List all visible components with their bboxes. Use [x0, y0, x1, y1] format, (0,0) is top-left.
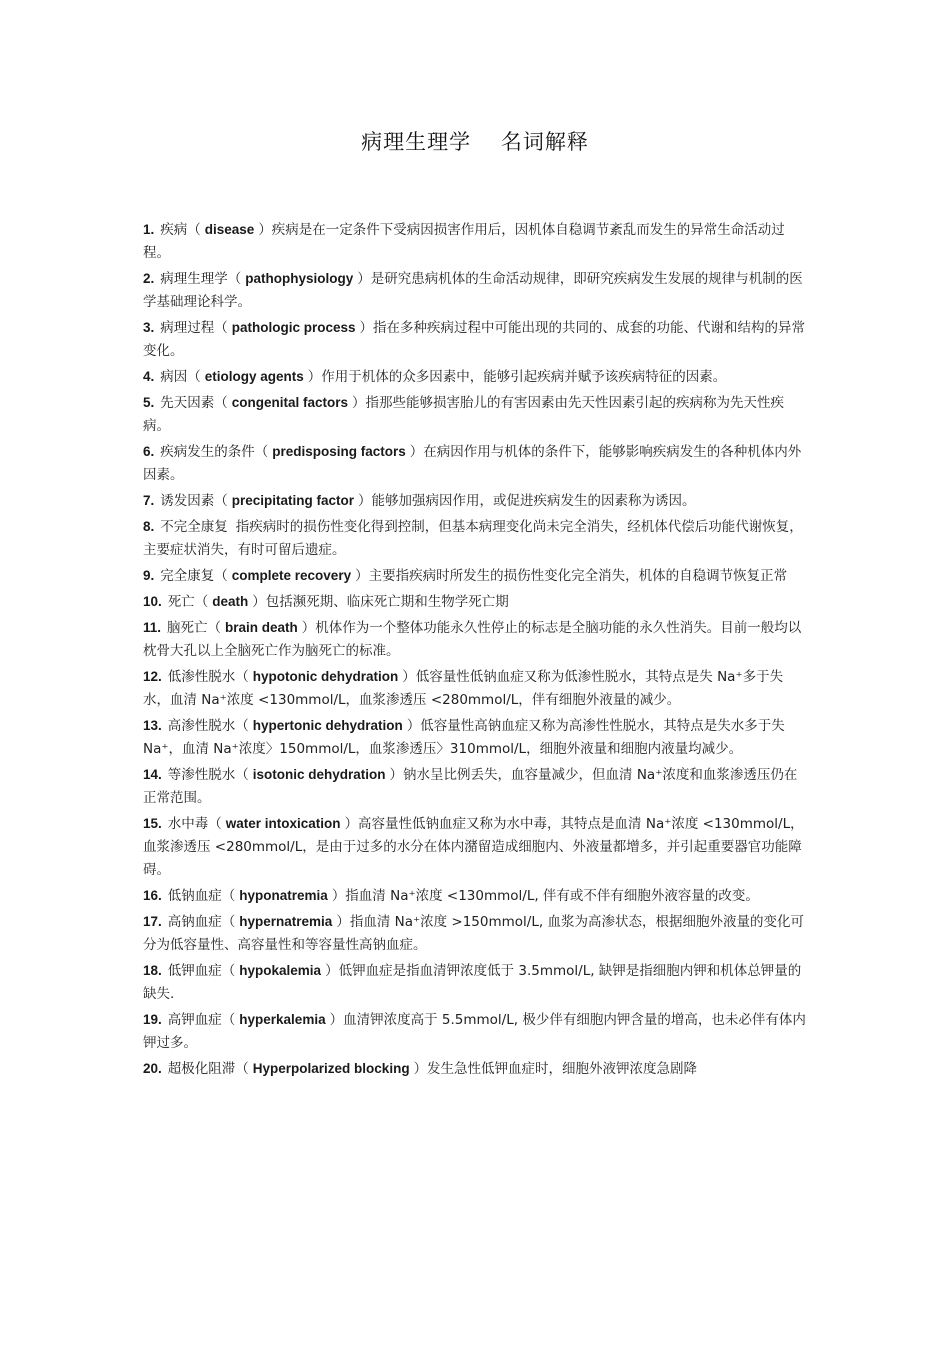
term-chinese: 超极化阻滞（: [167, 1061, 249, 1077]
term-entry: [143, 440, 808, 487]
term-definition: ）低钾血症是指血清钾浓度低于 3.5mmol/L, 缺钾是指细胞内钾和机体总钾量的缺失.: [143, 963, 802, 1002]
term-definition: ）指在多种疾病过程中可能出现的共同的、成套的功能、代谢和结构的异常变化。: [143, 320, 806, 359]
term-english: pathologic process: [231, 320, 356, 335]
term-number: 13.: [143, 718, 162, 733]
term-entry: [143, 515, 808, 562]
term-definition: ）血清钾浓度高于 5.5mmol/L, 极少伴有细胞内钾含量的增高，也未必伴有体内钾过多。: [143, 1012, 806, 1051]
term-english: water intoxication: [225, 816, 341, 831]
term-english: death: [212, 594, 249, 609]
term-chinese: 低钾血症（: [167, 963, 236, 979]
term-number: 9.: [143, 568, 155, 583]
term-definition: ）高容量性低钠血症又称为水中毒，其特点是血清 Na⁺浓度 <130mmol/L，血浆渗透压 <280mmol/L，是由于过多的水分在体内潴留造成细胞内、外液量都增多，并引起重要器官功能障碍。: [143, 816, 804, 878]
term-definition: ）包括濒死期、临床死亡期和生物学死亡期: [252, 594, 509, 610]
term-number: 18.: [143, 963, 162, 978]
term-definition: ）疾病是在一定条件下受病因损害作用后，因机体自稳调节紊乱而发生的异常生命活动过程。: [143, 222, 785, 261]
term-definition: ）发生急性低钾血症时，细胞外液钾浓度急剧降: [413, 1061, 698, 1077]
term-definition: ）指那些能够损害胎儿的有害因素由先天性因素引起的疾病称为先天性疾病。: [143, 395, 785, 434]
term-chinese: 病理过程（: [160, 320, 228, 336]
term-chinese: 高渗性脱水（: [167, 718, 249, 734]
term-definition: ）能够加强病因作用，或促进疾病发生的因素称为诱因。: [358, 493, 696, 509]
term-entry: [143, 763, 808, 810]
term-number: 17.: [143, 914, 162, 929]
term-english: isotonic dehydration: [252, 767, 386, 782]
term-definition: ）在病因作用与机体的条件下，能够影响疾病发生的各种机体内外因素。: [143, 444, 802, 483]
term-definition: ）低容量性高钠血症又称为高渗性性脱水，其特点是失水多于失 Na⁺，血清 Na⁺浓度〉150mmol/L，血浆渗透压〉310mmol/L，细胞外液量和细胞内液量均减少。: [143, 718, 785, 757]
term-number: 10.: [143, 594, 162, 609]
term-english: hyperkalemia: [239, 1012, 326, 1027]
term-chinese: 死亡（: [167, 594, 209, 610]
term-entry: [143, 1008, 808, 1055]
term-number: 14.: [143, 767, 162, 782]
term-entry: [143, 218, 808, 265]
term-english: pathophysiology: [245, 271, 354, 286]
term-definition: ）主要指疾病时所发生的损伤性变化完全消失，机体的自稳调节恢复正常: [355, 568, 788, 584]
term-english: Hyperpolarized blocking: [252, 1061, 410, 1076]
term-number: 16.: [143, 888, 162, 903]
term-english: complete recovery: [231, 568, 352, 583]
term-chinese: 诱发因素（: [160, 493, 228, 509]
term-definition: ）钠水呈比例丢失，血容量减少，但血清 Na⁺浓度和血浆渗透压仍在正常范围。: [143, 767, 798, 806]
term-chinese: 高钠血症（: [167, 914, 236, 930]
term-chinese: 低渗性脱水（: [167, 669, 249, 685]
term-english: hypertonic dehydration: [252, 718, 403, 733]
term-chinese: 疾病发生的条件（: [160, 444, 269, 460]
term-number: 1.: [143, 222, 155, 237]
term-definition: ）机体作为一个整体功能永久性停止的标志是全脑功能的永久性消失。目前一般均以枕骨大孔以上全脑死亡作为脑死亡的标准。: [143, 620, 802, 659]
term-entry: [143, 267, 808, 314]
term-definition: ）作用于机体的众多因素中，能够引起疾病并赋予该疾病特征的因素。: [307, 369, 727, 385]
term-english: precipitating factor: [231, 493, 355, 508]
term-english: brain death: [225, 620, 298, 635]
term-definition: ）低容量性低钠血症又称为低渗性脱水，其特点是失 Na⁺多于失水，血清 Na⁺浓度 <130mmol/L，血浆渗透压 <280mmol/L，伴有细胞外液量的减少。: [143, 669, 784, 708]
term-number: 4.: [143, 369, 155, 384]
term-english: predisposing factors: [272, 444, 406, 459]
term-number: 7.: [143, 493, 155, 508]
term-entry: [143, 812, 808, 882]
term-number: 3.: [143, 320, 155, 335]
page-title: 病理生理学 名词解释: [361, 130, 589, 154]
term-chinese: 先天因素（: [160, 395, 228, 411]
term-entry: [143, 365, 808, 389]
term-number: 5.: [143, 395, 155, 410]
term-number: 19.: [143, 1012, 162, 1027]
term-chinese: 完全康复（: [160, 568, 228, 584]
term-entry: [143, 714, 808, 761]
term-number: 12.: [143, 669, 162, 684]
term-english: hypotonic dehydration: [252, 669, 399, 684]
term-chinese: 病理生理学（: [160, 271, 242, 287]
term-english: congenital factors: [231, 395, 349, 410]
term-entry: [143, 665, 808, 712]
term-number: 6.: [143, 444, 155, 459]
term-entry: [143, 489, 808, 513]
term-entry: [143, 616, 808, 663]
term-english: disease: [204, 222, 255, 237]
term-english: etiology agents: [204, 369, 304, 384]
term-list: [143, 218, 808, 1083]
term-chinese: 水中毒（: [167, 816, 222, 832]
term-chinese: 等渗性脱水（: [167, 767, 249, 783]
term-definition: ）指血清 Na⁺浓度 >150mmol/L, 血浆为高渗状态，根据细胞外液量的变化可分为低容量性、高容量性和等容量性高钠血症。: [143, 914, 804, 953]
term-chinese: 低钠血症（: [167, 888, 236, 904]
term-entry: [143, 590, 808, 614]
term-number: 20.: [143, 1061, 162, 1076]
term-number: 8.: [143, 519, 155, 534]
term-entry: [143, 1057, 808, 1081]
term-entry: [143, 316, 808, 363]
term-number: 11.: [143, 620, 162, 635]
term-entry: [143, 959, 808, 1006]
term-chinese: 疾病（: [160, 222, 201, 238]
term-entry: [143, 884, 808, 908]
term-definition: ）是研究患病机体的生命活动规律，即研究疾病发生发展的规律与机制的医学基础理论科学。: [143, 271, 803, 310]
term-entry: [143, 564, 808, 588]
term-english: hypernatremia: [239, 914, 333, 929]
term-number: 2.: [143, 271, 155, 286]
term-chinese: 高钾血症（: [167, 1012, 236, 1028]
term-chinese: 脑死亡（: [167, 620, 222, 636]
term-chinese: 病因（: [160, 369, 201, 385]
term-entry: [143, 391, 808, 438]
term-chinese: 不完全康复: [160, 519, 228, 535]
term-english: hypokalemia: [239, 963, 322, 978]
term-number: 15.: [143, 816, 162, 831]
term-definition: 指疾病时的损伤性变化得到控制，但基本病理变化尚未完全消失，经机体代偿后功能代谢恢复，主要症状消失，有时可留后遗症。: [143, 519, 803, 558]
term-english: hyponatremia: [239, 888, 328, 903]
term-entry: [143, 910, 808, 957]
term-definition: ）指血清 Na⁺浓度 <130mmol/L, 伴有或不伴有细胞外液容量的改变。: [331, 888, 759, 904]
